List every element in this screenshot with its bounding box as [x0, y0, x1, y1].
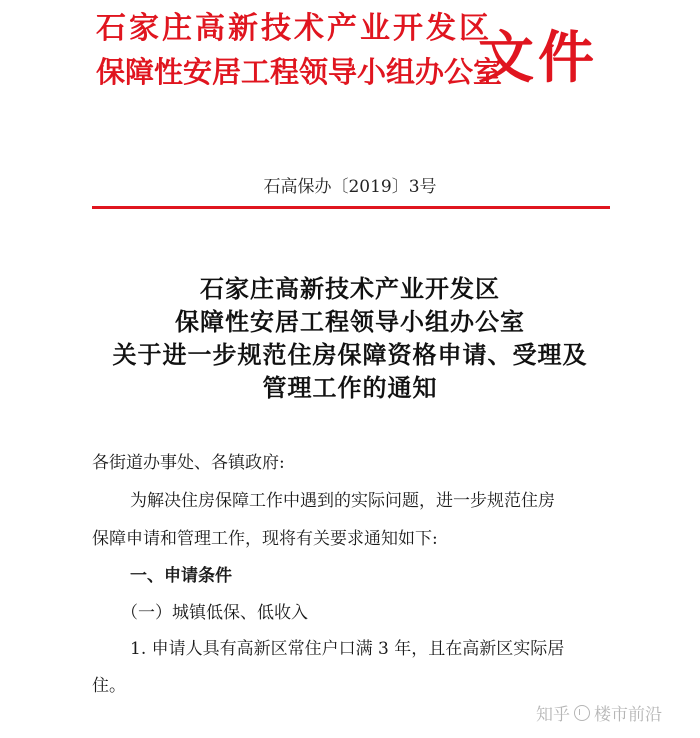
document-title	[0, 272, 700, 404]
red-divider-line	[92, 206, 610, 209]
letterhead-doc-type: 文件	[478, 25, 598, 91]
title-line-2: 保障性安居工程领导小组办公室	[175, 307, 525, 336]
at-user-icon	[574, 705, 590, 721]
item-1-line1: 1. 申请人具有高新区常住户口满 3 年，且在高新区实际居	[130, 639, 565, 659]
intro-paragraph-line2: 保障申请和管理工作，现将有关要求通知如下:	[92, 529, 438, 549]
salutation: 各街道办事处、各镇政府:	[92, 453, 285, 473]
red-letterhead	[0, 0, 700, 110]
document-number: 石高保办〔2019〕3号	[263, 177, 437, 197]
watermark-author: 楼市前沿	[594, 705, 662, 725]
subsection-heading: （一）城镇低保、低收入	[121, 603, 308, 623]
item-1-line2: 住。	[92, 676, 126, 696]
watermark-site: 知乎	[536, 705, 570, 725]
zhihu-watermark	[536, 700, 662, 725]
letterhead-issuer-line1: 石家庄高新技术产业开发区	[96, 11, 492, 46]
title-line-1: 石家庄高新技术产业开发区	[200, 274, 500, 303]
letterhead-issuer-line2: 保障性安居工程领导小组办公室	[96, 55, 503, 89]
intro-paragraph-line1: 为解决住房保障工作中遇到的实际问题，进一步规范住房	[130, 491, 555, 511]
title-line-4: 管理工作的通知	[262, 373, 438, 402]
section-heading-application-conditions: 一、申请条件	[130, 566, 232, 586]
title-line-3: 关于进一步规范住房保障资格申请、受理及	[112, 340, 588, 369]
